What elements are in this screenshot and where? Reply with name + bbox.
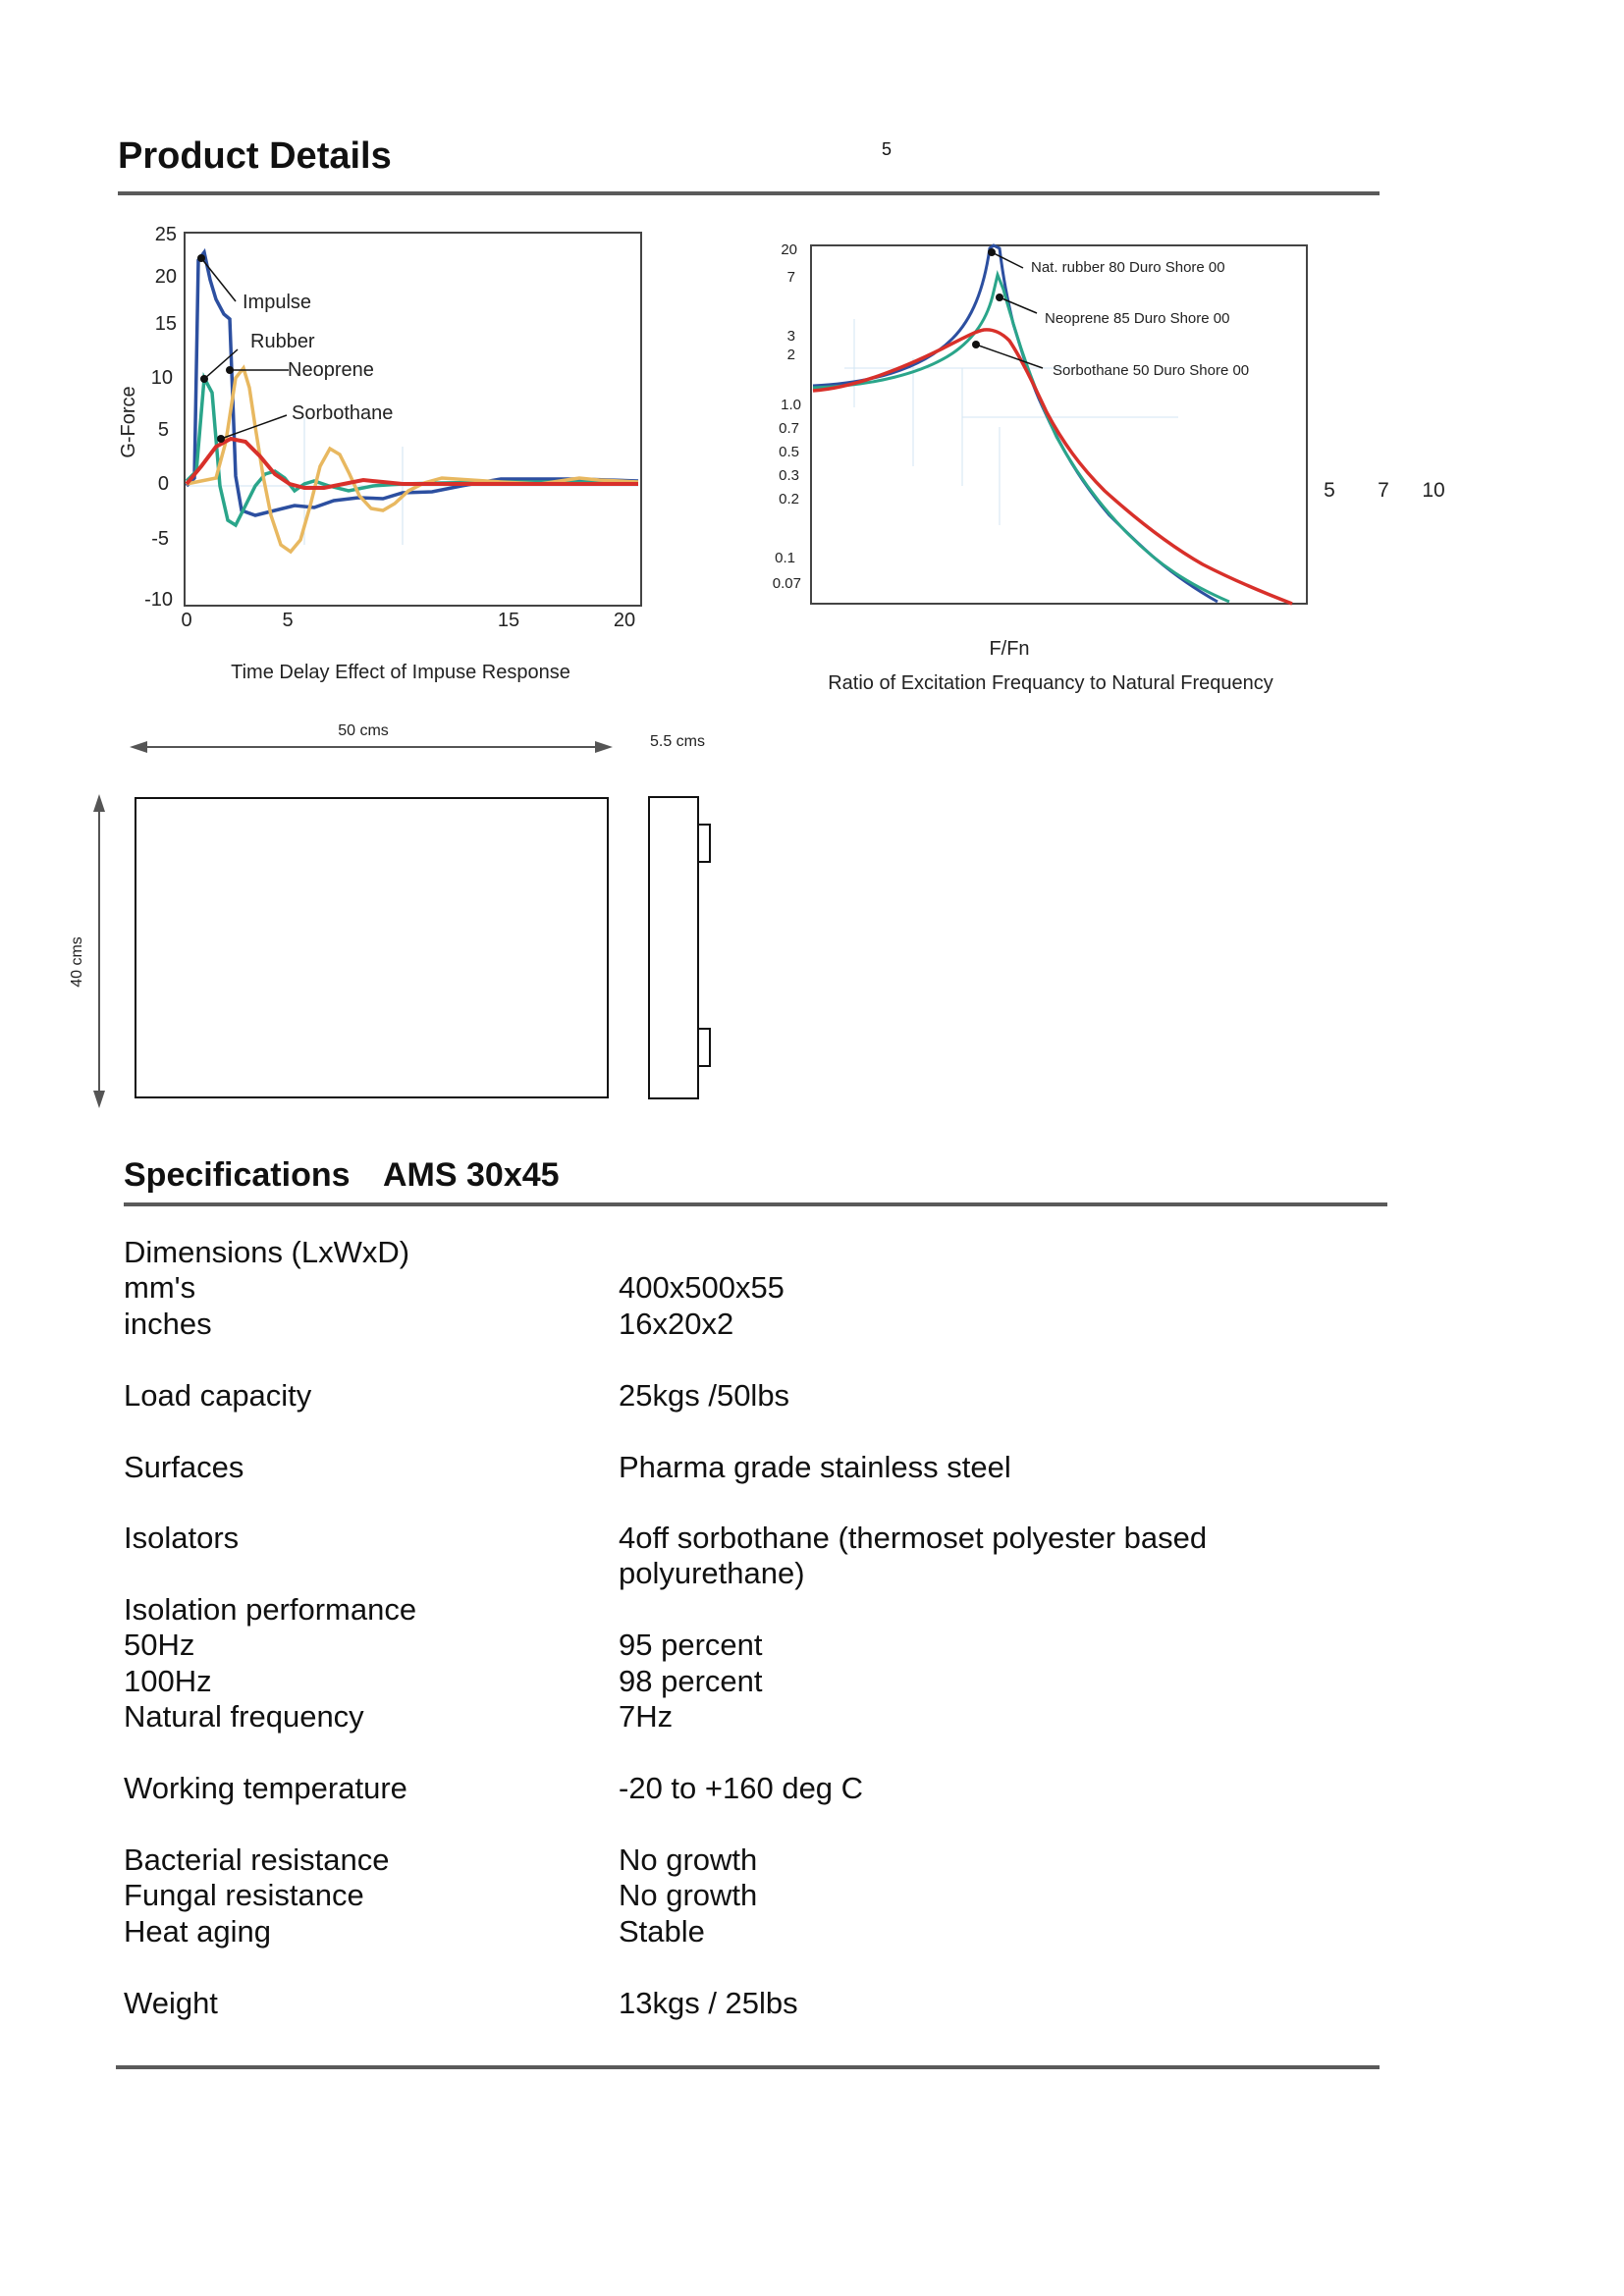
y-tick-label: 0.2 — [779, 491, 799, 507]
spec-value: Pharma grade stainless steel — [619, 1450, 1011, 1484]
sorbothane-label: Sorbothane 50 Duro Shore 00 — [1053, 362, 1250, 379]
spec-label: Weight — [124, 1986, 218, 2020]
spec-value: -20 to +160 deg C — [619, 1771, 864, 1805]
y-tick-label: 15 — [154, 313, 177, 335]
spec-label: Heat aging — [124, 1914, 271, 1949]
y-tick-label: 0.5 — [779, 444, 799, 460]
spec-label: mm's — [124, 1270, 196, 1305]
y-axis-label: G-Force — [118, 386, 139, 458]
isolator-foot — [698, 825, 710, 862]
spec-value: 25kgs /50lbs — [619, 1378, 790, 1413]
model-name: AMS 30x45 — [383, 1156, 560, 1194]
spec-value: 400x500x55 — [619, 1270, 785, 1305]
y-tick-label: 0.1 — [775, 550, 795, 566]
x-tick-label: 10 — [1422, 479, 1445, 502]
width-label: 50 cms — [338, 722, 389, 739]
spec-label: Isolators — [124, 1521, 240, 1555]
spec-value: No growth — [619, 1842, 758, 1877]
rubber-label: Rubber — [250, 331, 315, 352]
neoprene-label: Neoprene 85 Duro Shore 00 — [1045, 310, 1230, 327]
y-tick-label: 3 — [786, 328, 795, 345]
side-view — [649, 797, 698, 1098]
neoprene-label: Neoprene — [288, 359, 374, 381]
spec-label: Dimensions (LxWxD) — [124, 1235, 410, 1269]
height-label: 40 cms — [69, 936, 85, 988]
x-tick-label: 0 — [181, 610, 192, 631]
y-tick-label: 1.0 — [781, 397, 801, 413]
y-tick-label: 20 — [781, 241, 797, 258]
x-tick-label: 7 — [1378, 479, 1389, 502]
spec-value: 16x20x2 — [619, 1307, 734, 1341]
header-rule — [118, 191, 1380, 195]
transmissibility-chart-frame — [811, 245, 1307, 604]
spec-label: Natural frequency — [124, 1699, 364, 1734]
rubber-label: Nat. rubber 80 Duro Shore 00 — [1031, 259, 1225, 276]
spec-value: Stable — [619, 1914, 705, 1949]
impulse-label: Impulse — [243, 292, 312, 313]
x-axis-label: F/Fn — [989, 638, 1030, 660]
x-tick-label: 15 — [497, 610, 520, 631]
specifications-title: Specifications — [124, 1156, 351, 1194]
spec-label: Load capacity — [124, 1378, 312, 1413]
spec-label: 50Hz — [124, 1628, 195, 1662]
x-tick-label: 20 — [613, 610, 636, 631]
y-tick-label: 20 — [154, 266, 177, 288]
spec-label: Fungal resistance — [124, 1878, 364, 1912]
y-tick-label: 0 — [157, 473, 169, 495]
isolator-foot — [698, 1029, 710, 1066]
transmissibility-chart — [756, 231, 1463, 712]
specs-rule — [124, 1202, 1387, 1206]
footer-rule — [116, 2065, 1380, 2069]
chart-subtitle: Ratio of Excitation Frequancy to Natural Frequency — [828, 672, 1273, 694]
y-tick-label: -10 — [144, 589, 173, 611]
sorbothane-label: Sorbothane — [292, 402, 394, 424]
depth-label: 5.5 cms — [649, 733, 706, 750]
spec-label: inches — [124, 1307, 212, 1341]
front-view — [135, 798, 608, 1097]
spec-value: 4off sorbothane (thermoset polyester based — [619, 1521, 1208, 1555]
spec-value: 13kgs / 25lbs — [619, 1986, 798, 2020]
spec-label: Surfaces — [124, 1450, 244, 1484]
spec-label: Working temperature — [124, 1771, 407, 1805]
dimension-drawing — [69, 717, 736, 1119]
x-tick-label: 5 — [1324, 479, 1335, 502]
y-tick-label: 0.7 — [779, 420, 799, 437]
impulse-response-chart — [108, 221, 658, 692]
y-tick-label: 25 — [154, 224, 177, 245]
y-tick-label: 5 — [157, 419, 169, 441]
y-tick-label: -5 — [151, 528, 169, 550]
spec-value: 98 percent — [619, 1664, 763, 1698]
y-tick-label: 2 — [786, 347, 795, 363]
spec-label: 100Hz — [124, 1664, 212, 1698]
spec-label: Bacterial resistance — [124, 1842, 390, 1877]
y-tick-label: 0.3 — [779, 467, 799, 484]
x-tick-label: 5 — [282, 610, 294, 631]
page-title: Product Details — [118, 135, 392, 177]
page-number: 5 — [882, 139, 893, 159]
spec-value: No growth — [619, 1878, 758, 1912]
y-tick-label: 10 — [150, 367, 173, 389]
y-tick-label: 7 — [786, 269, 795, 286]
spec-label: Isolation performance — [124, 1592, 417, 1627]
x-axis-label: Time Delay Effect of Impuse Response — [231, 662, 570, 683]
spec-value: 7Hz — [619, 1699, 674, 1734]
spec-value: polyurethane) — [619, 1556, 805, 1590]
y-tick-label: 0.07 — [772, 575, 801, 592]
spec-value: 95 percent — [619, 1628, 763, 1662]
